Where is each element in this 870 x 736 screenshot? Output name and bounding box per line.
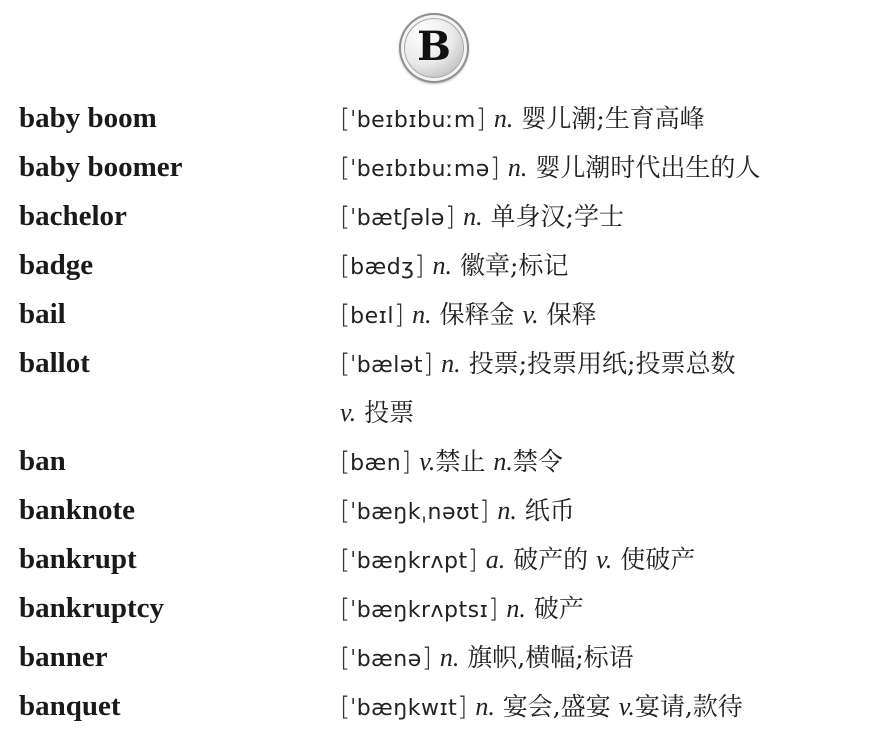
pronunciation: ˈbænə <box>350 647 422 672</box>
part-of-speech: n. <box>441 349 461 378</box>
definition <box>340 241 864 290</box>
phonetic-bracket: ] <box>444 202 456 232</box>
part-of-speech: n. <box>507 153 528 182</box>
phonetic-bracket: ] <box>421 643 432 673</box>
glossary-entry <box>0 437 870 486</box>
definition <box>340 584 864 633</box>
phonetic-bracket: [ <box>340 496 351 526</box>
definition-text: 婴儿潮;生育高峰 <box>513 104 705 133</box>
definition <box>340 143 864 192</box>
phonetic-bracket: ] <box>401 447 412 477</box>
headword: baby boomer <box>19 151 183 183</box>
headword: bankruptcy <box>19 592 165 624</box>
definition-text: 使破产 <box>612 545 696 574</box>
definition-text: 旗帜,横幅;标语 <box>459 643 634 672</box>
definition-text: 宴请,款待 <box>634 692 743 721</box>
definition <box>340 486 864 535</box>
headword: baby boom <box>19 102 157 134</box>
part-of-speech: v. <box>522 300 539 329</box>
phonetic-bracket: [ <box>340 594 351 624</box>
definition-text <box>500 153 508 182</box>
definition-line <box>340 339 864 388</box>
glossary-entry <box>0 535 870 584</box>
definition-text <box>486 104 494 133</box>
definition-line <box>340 290 864 339</box>
definition <box>340 682 864 731</box>
pronunciation: ˈbætʃələ <box>350 206 445 231</box>
section-letter: B <box>417 23 451 70</box>
phonetic-bracket: [ <box>340 153 351 183</box>
definition-text: 宴会,盛宴 <box>494 692 619 721</box>
definition-text: 破产的 <box>505 545 597 574</box>
definition <box>340 290 864 339</box>
pronunciation: bædʒ <box>350 255 415 280</box>
phonetic-bracket: [ <box>340 643 351 673</box>
definition-text: 保释金 <box>431 300 523 329</box>
definition <box>340 633 864 682</box>
part-of-speech: n. <box>497 496 517 525</box>
definition <box>340 437 864 486</box>
phonetic-bracket: ] <box>393 300 405 330</box>
glossary-entry <box>0 94 870 143</box>
pronunciation: ˈbæŋkwɪt <box>350 696 458 721</box>
glossary-entry <box>0 192 870 241</box>
phonetic-bracket: [ <box>340 349 351 379</box>
glossary-entry <box>0 486 870 535</box>
phonetic-bracket: ] <box>457 692 468 722</box>
definition-line <box>340 633 864 682</box>
part-of-speech: n. <box>412 300 432 329</box>
headword: ban <box>19 445 66 477</box>
definition-text: 纸币 <box>516 496 575 525</box>
pronunciation: ˈbæŋkrʌpt <box>350 549 468 574</box>
phonetic-bracket: ] <box>489 153 500 183</box>
phonetic-bracket: [ <box>340 251 351 281</box>
definition-line <box>340 143 864 192</box>
glossary-entry <box>0 290 870 339</box>
phonetic-bracket: [ <box>340 545 351 575</box>
phonetic-bracket: [ <box>340 300 351 330</box>
glossary-entry <box>0 143 870 192</box>
phonetic-bracket: [ <box>340 447 351 477</box>
glossary-entry <box>0 241 870 290</box>
pronunciation: ˈbæŋkˌnəʊt <box>350 500 480 525</box>
definition-line <box>340 682 864 731</box>
pronunciation: ˈbælət <box>350 353 424 378</box>
pronunciation: ˈbæŋkrʌptsɪ <box>350 598 489 623</box>
definition-text: 投票 <box>356 398 415 427</box>
definition <box>340 339 864 437</box>
definition-line <box>340 388 864 437</box>
section-letter-badge <box>399 13 469 83</box>
part-of-speech: v. <box>596 545 613 574</box>
headword: bankrupt <box>19 543 137 575</box>
part-of-speech: v. <box>419 447 436 476</box>
part-of-speech: n. <box>432 251 453 280</box>
definition-line <box>340 94 864 143</box>
definition-line <box>340 192 864 241</box>
part-of-speech: v. <box>340 398 357 427</box>
definition-text <box>433 349 441 378</box>
definition-text <box>478 545 486 574</box>
part-of-speech: n. <box>493 104 514 133</box>
definition-line <box>340 241 864 290</box>
phonetic-bracket: ] <box>423 349 434 379</box>
headword: badge <box>19 249 94 281</box>
definition-line <box>340 486 864 535</box>
definition-text: 保释 <box>538 300 597 329</box>
headword: bachelor <box>19 200 127 232</box>
headword: banner <box>19 641 108 673</box>
headword: banknote <box>19 494 136 526</box>
definition <box>340 94 864 143</box>
pronunciation: beɪl <box>350 304 394 329</box>
definition-text <box>455 202 463 231</box>
pronunciation: ˈbeɪbɪbuːmə <box>350 157 490 182</box>
definition-text: 徽章;标记 <box>452 251 569 280</box>
definition <box>340 192 864 241</box>
part-of-speech: a. <box>485 545 506 574</box>
definition-text <box>425 251 433 280</box>
phonetic-bracket: ] <box>488 594 499 624</box>
glossary-entry <box>0 339 870 437</box>
part-of-speech: n. <box>493 447 513 476</box>
definition-text: 婴儿潮时代出生的人 <box>527 153 761 182</box>
part-of-speech: n. <box>506 594 526 623</box>
definition-text: 单身汉;学士 <box>482 202 624 231</box>
phonetic-bracket: ] <box>414 251 425 281</box>
definition <box>340 535 864 584</box>
definition-text: 投票;投票用纸;投票总数 <box>460 349 736 378</box>
definition-text <box>432 643 440 672</box>
phonetic-bracket: [ <box>340 692 351 722</box>
headword: bail <box>19 298 66 330</box>
headword: ballot <box>19 347 90 379</box>
pronunciation: bæn <box>350 451 402 476</box>
definition-line <box>340 584 864 633</box>
part-of-speech: n. <box>439 643 460 672</box>
definition-line <box>340 535 864 584</box>
definition-text: 破产 <box>525 594 584 623</box>
definition-text: 禁令 <box>512 447 563 476</box>
phonetic-bracket: ] <box>479 496 490 526</box>
phonetic-bracket: [ <box>340 104 351 134</box>
glossary-list <box>0 94 870 731</box>
pronunciation: ˈbeɪbɪbuːm <box>350 108 476 133</box>
definition-text <box>404 300 412 329</box>
phonetic-bracket: ] <box>475 104 486 134</box>
glossary-entry <box>0 633 870 682</box>
glossary-entry <box>0 584 870 633</box>
phonetic-bracket: [ <box>340 202 351 232</box>
phonetic-bracket: ] <box>467 545 478 575</box>
definition-text: 禁止 <box>435 447 494 476</box>
definition-line <box>340 437 864 486</box>
part-of-speech: n. <box>463 202 483 231</box>
headword: banquet <box>19 690 121 722</box>
part-of-speech: v. <box>618 692 635 721</box>
glossary-entry <box>0 682 870 731</box>
part-of-speech: n. <box>475 692 495 721</box>
